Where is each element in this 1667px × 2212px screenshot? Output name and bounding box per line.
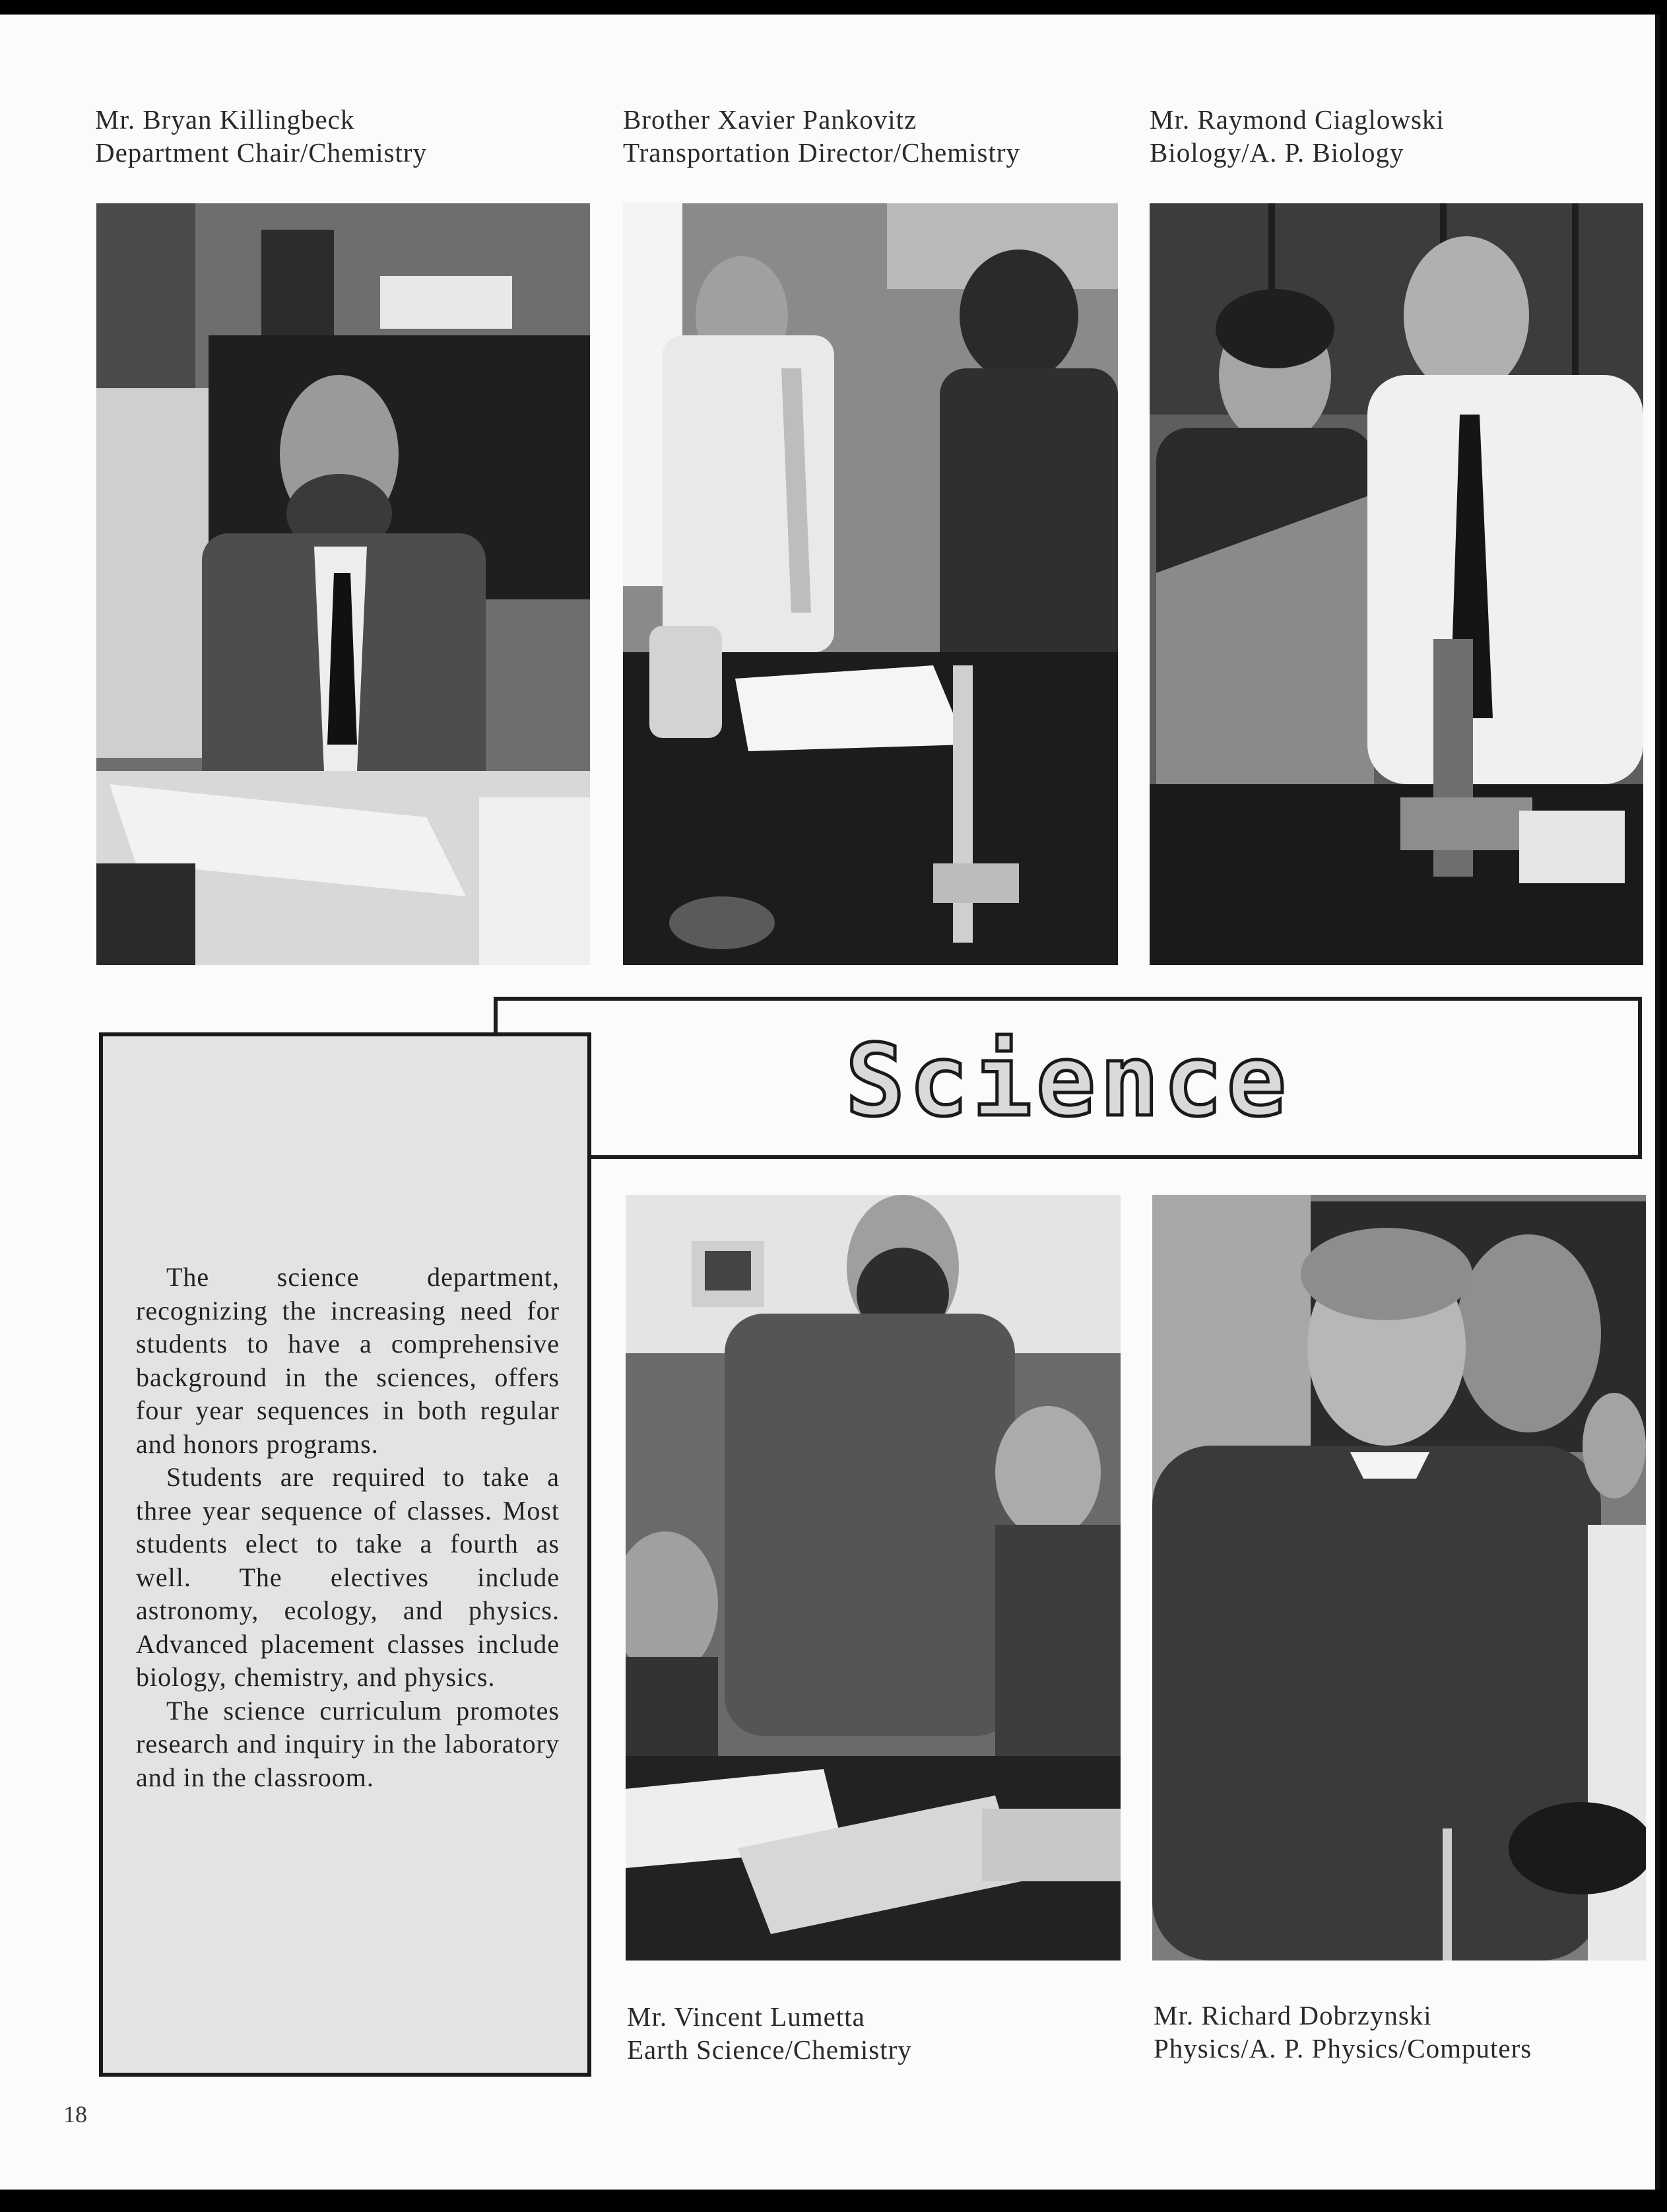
caption-dobrzynski <box>1154 1999 1532 2065</box>
caption-role: Transportation Director/Chemistry <box>623 137 1020 168</box>
caption-name: Mr. Vincent Lumetta <box>627 2001 865 2032</box>
caption-name: Brother Xavier Pankovitz <box>623 104 917 135</box>
photo-dobrzynski <box>1152 1195 1646 1961</box>
caption-killingbeck <box>95 103 427 169</box>
caption-lumetta <box>627 2000 912 2066</box>
paragraph: Students are required to take a three year sequence of classes. Most students elect to take a fourth as well. The electives include astronomy, ecology, and physics. Advanced placement classes include biology, chemistry, and physics. <box>136 1462 560 1692</box>
paragraph: The science curriculum promotes research and inquiry in the laboratory and in the classroom. <box>136 1695 560 1792</box>
page-edge <box>1655 15 1660 2190</box>
photo-killingbeck <box>96 203 590 965</box>
department-description-box <box>99 1032 591 2077</box>
section-title: Science <box>845 1024 1291 1139</box>
page-number: 18 <box>63 2101 87 2128</box>
photo-pankovitz <box>623 203 1118 965</box>
caption-ciaglowski <box>1150 103 1445 169</box>
caption-name: Mr. Richard Dobrzynski <box>1154 2000 1432 2030</box>
caption-pankovitz <box>623 103 1020 169</box>
caption-name: Mr. Raymond Ciaglowski <box>1150 104 1445 135</box>
caption-role: Physics/A. P. Physics/Computers <box>1154 2033 1532 2063</box>
caption-role: Earth Science/Chemistry <box>627 2034 912 2065</box>
section-title-box <box>494 997 1642 1159</box>
caption-name: Mr. Bryan Killingbeck <box>95 104 355 135</box>
paragraph: The science department, recognizing the increasing need for students to have a comprehensive background in the sciences, offers four year sequences in both regular and honors programs. <box>136 1262 560 1459</box>
caption-role: Department Chair/Chemistry <box>95 137 428 168</box>
yearbook-page <box>0 15 1660 2190</box>
department-description <box>136 1261 560 1794</box>
photo-lumetta <box>626 1195 1121 1961</box>
caption-role: Biology/A. P. Biology <box>1150 137 1404 168</box>
photo-ciaglowski <box>1150 203 1643 965</box>
